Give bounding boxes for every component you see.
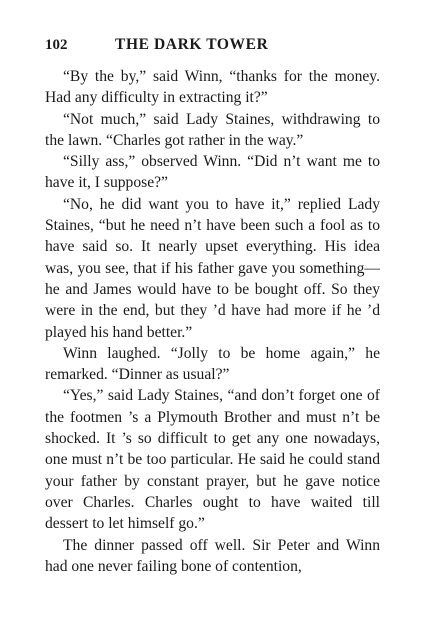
paragraph: “Not much,” said Lady Staines, withdrawing to the lawn. “Charles got rather in the way.” [45, 110, 380, 149]
paragraph: Winn laughed. “Jolly to be home again,” he remarked. “Dinner as usual?” [45, 344, 380, 384]
body-text [45, 66, 380, 577]
book-page [45, 36, 380, 577]
page-header [45, 36, 380, 58]
paragraph: “Yes,” said Lady Staines, “and don’t forget one of the footmen ’s a Plymouth Brother and must n’t be shocked. It ’s so difficult to get any one nowadays, one must n’t be too particular. He said he could stand your father by constant prayer, but he gave notice over Charles. Charles ought to have waited till dessert to let himself go.” [45, 387, 380, 533]
paragraph: “No, he did want you to have it,” replied Lady Staines, “but he need n’t have been such a fool as to have said so. It nearly upset everything. His idea was, you see, that if his father gave you something—he and James would have to be bought off. So they were in the end, but they ’d have had more if he ’d played his hand better.” [45, 195, 380, 341]
paragraph: “By the by,” said Winn, “thanks for the money. Had any difficulty in extracting it?” [45, 68, 380, 107]
paragraph: “Silly ass,” observed Winn. “Did n’t want me to have it, I suppose?” [45, 153, 380, 192]
running-title: THE DARK TOWER [115, 36, 269, 53]
page-number: 102 [45, 37, 68, 53]
paragraph: The dinner passed off well. Sir Peter and Winn had one never failing bone of contention, [45, 536, 380, 575]
